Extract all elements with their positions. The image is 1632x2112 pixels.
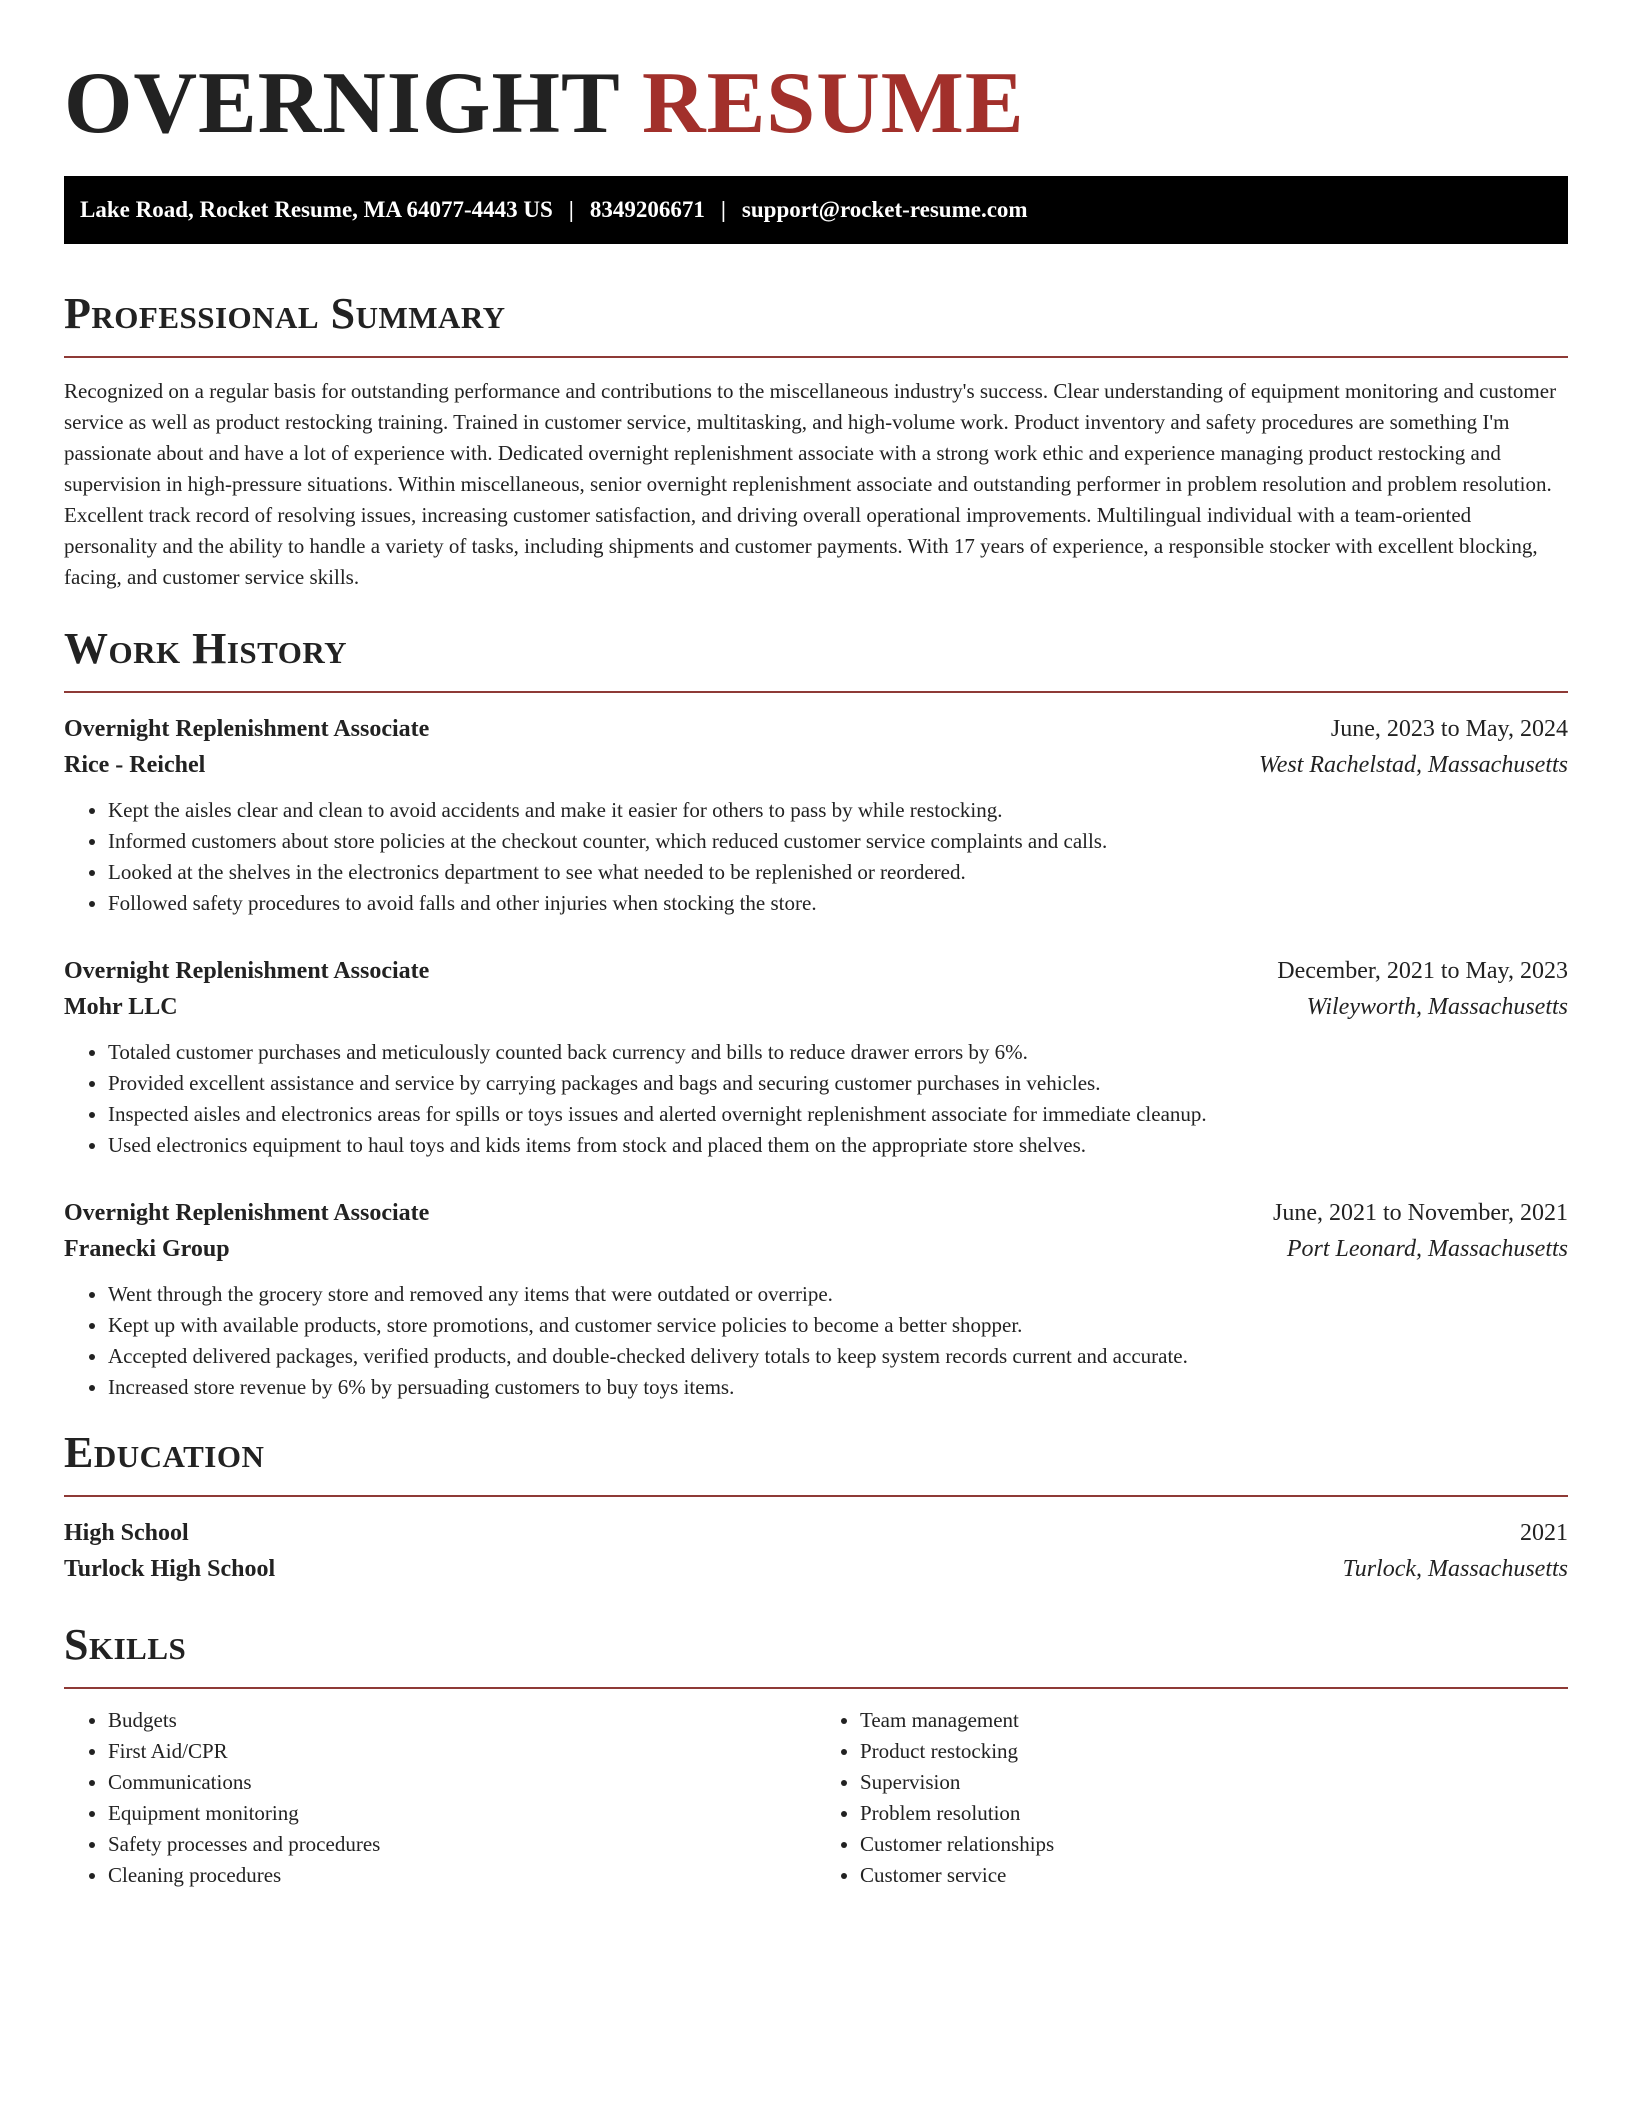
job-role: Overnight Replenishment Associate: [64, 1200, 430, 1226]
skill-item: • Customer service: [860, 1860, 1568, 1891]
job-company: Rice - Reichel: [64, 752, 206, 778]
job-bullet: • Provided excellent assistance and service by carrying packages and bags and securing customer purchases in vehicles.: [108, 1068, 1568, 1099]
job-entry: [64, 711, 1568, 919]
education-degree: High School: [64, 1520, 189, 1546]
work-history-title: Work History: [64, 624, 348, 673]
job-bullet: • Followed safety procedures to avoid falls and other injuries when stocking the store.: [108, 888, 1568, 919]
skills-title: Skills: [64, 1620, 187, 1669]
contact-phone: 8349206671: [589, 197, 705, 222]
job-bullet: • Kept the aisles clear and clean to avoid accidents and make it easier for others to pass by while restocking.: [108, 795, 1568, 826]
skills-list-right: [816, 1705, 1568, 1891]
contact-bar: [64, 176, 1568, 244]
job-bullet: • Inspected aisles and electronics areas for spills or toys issues and alerted overnight replenishment associate for immediate cleanup.: [108, 1099, 1568, 1130]
job-company: Mohr LLC: [64, 994, 178, 1020]
skill-item: • Product restocking: [860, 1736, 1568, 1767]
contact-separator: |: [568, 197, 574, 222]
section-divider: [64, 1687, 1568, 1689]
education-year: 2021: [1520, 1520, 1568, 1546]
job-bullet: • Informed customers about store policies at the checkout counter, which reduced customer service complaints and calls.: [108, 826, 1568, 857]
education-location: Turlock, Massachusetts: [1342, 1556, 1568, 1582]
summary-text: Recognized on a regular basis for outstanding performance and contributions to the miscellaneous industry's success. Clear understanding of equipment monitoring and customer service as well as product restocking training. Trained in customer service, multitasking, and high-volume work. Product inventory and safety procedures are something I'm passionate about and have a lot of experience with. Dedicated overnight replenishment associate with a strong work ethic and experience managing product restocking and supervision in high-pressure situations. Within miscellaneous, senior overnight replenishment associate and outstanding performer in problem resolution and problem resolution. Excellent track record of resolving issues, increasing customer satisfaction, and driving overall operational improvements. Multilingual individual with a team-oriented personality and the ability to handle a variety of tasks, including shipments and customer payments. With 17 years of experience, a responsible stocker with excellent blocking, facing, and customer service skills.: [64, 379, 1557, 589]
section-divider: [64, 691, 1568, 693]
job-bullet: • Used electronics equipment to haul toys and kids items from stock and placed them on the appropriate store shelves.: [108, 1130, 1568, 1161]
job-entry: [64, 1195, 1568, 1403]
job-bullets: [64, 1037, 1568, 1161]
skills-list-left: [64, 1705, 816, 1891]
job-location: Wileyworth, Massachusetts: [1306, 994, 1568, 1020]
job-bullet: • Kept up with available products, store promotions, and customer service policies to become a better shopper.: [108, 1310, 1568, 1341]
job-bullet: • Increased store revenue by 6% by persuading customers to buy toys items.: [108, 1372, 1568, 1403]
skill-item: • First Aid/CPR: [108, 1736, 816, 1767]
skill-item: • Customer relationships: [860, 1829, 1568, 1860]
section-divider: [64, 356, 1568, 358]
skill-item: • Supervision: [860, 1767, 1568, 1798]
skill-item: • Cleaning procedures: [108, 1860, 816, 1891]
skill-item: • Safety processes and procedures: [108, 1829, 816, 1860]
work-history-section: [64, 621, 1568, 1403]
education-school: Turlock High School: [64, 1556, 276, 1582]
contact-address: Lake Road, Rocket Resume, MA 64077-4443 US: [80, 197, 553, 222]
job-bullet: • Accepted delivered packages, verified products, and double-checked delivery totals to keep system records current and accurate.: [108, 1341, 1568, 1372]
contact-separator: |: [720, 197, 726, 222]
education-title: Education: [64, 1428, 265, 1477]
job-dates: December, 2021 to May, 2023: [1277, 958, 1568, 984]
resume-name: [64, 48, 1568, 160]
job-entry: [64, 953, 1568, 1161]
skill-item: • Communications: [108, 1767, 816, 1798]
section-divider: [64, 1495, 1568, 1497]
contact-email: support@rocket-resume.com: [741, 197, 1028, 222]
skills-section: [64, 1617, 1568, 1891]
job-dates: June, 2021 to November, 2021: [1273, 1200, 1568, 1226]
job-bullet: • Went through the grocery store and removed any items that were outdated or overripe.: [108, 1279, 1568, 1310]
job-location: West Rachelstad, Massachusetts: [1258, 752, 1568, 778]
job-bullets: [64, 795, 1568, 919]
job-role: Overnight Replenishment Associate: [64, 958, 430, 984]
job-dates: June, 2023 to May, 2024: [1330, 716, 1568, 742]
job-bullet: • Totaled customer purchases and meticulously counted back currency and bills to reduce drawer errors by 6%.: [108, 1037, 1568, 1068]
skills-columns: [64, 1705, 1568, 1891]
skill-item: • Team management: [860, 1705, 1568, 1736]
skill-item: • Equipment monitoring: [108, 1798, 816, 1829]
job-bullet: • Looked at the shelves in the electronics department to see what needed to be replenished or reordered.: [108, 857, 1568, 888]
education-entry: [64, 1515, 1568, 1587]
job-location: Port Leonard, Massachusetts: [1286, 1236, 1568, 1262]
education-section: [64, 1425, 1568, 1587]
job-role: Overnight Replenishment Associate: [64, 716, 430, 742]
skill-item: • Problem resolution: [860, 1798, 1568, 1829]
skill-item: • Budgets: [108, 1705, 816, 1736]
summary-title: Professional Summary: [64, 289, 506, 338]
job-bullets: [64, 1279, 1568, 1403]
job-company: Franecki Group: [64, 1236, 230, 1262]
name-last: RESUME: [642, 55, 1025, 152]
summary-section: [64, 286, 1568, 593]
name-first: OVERNIGHT: [64, 55, 620, 152]
